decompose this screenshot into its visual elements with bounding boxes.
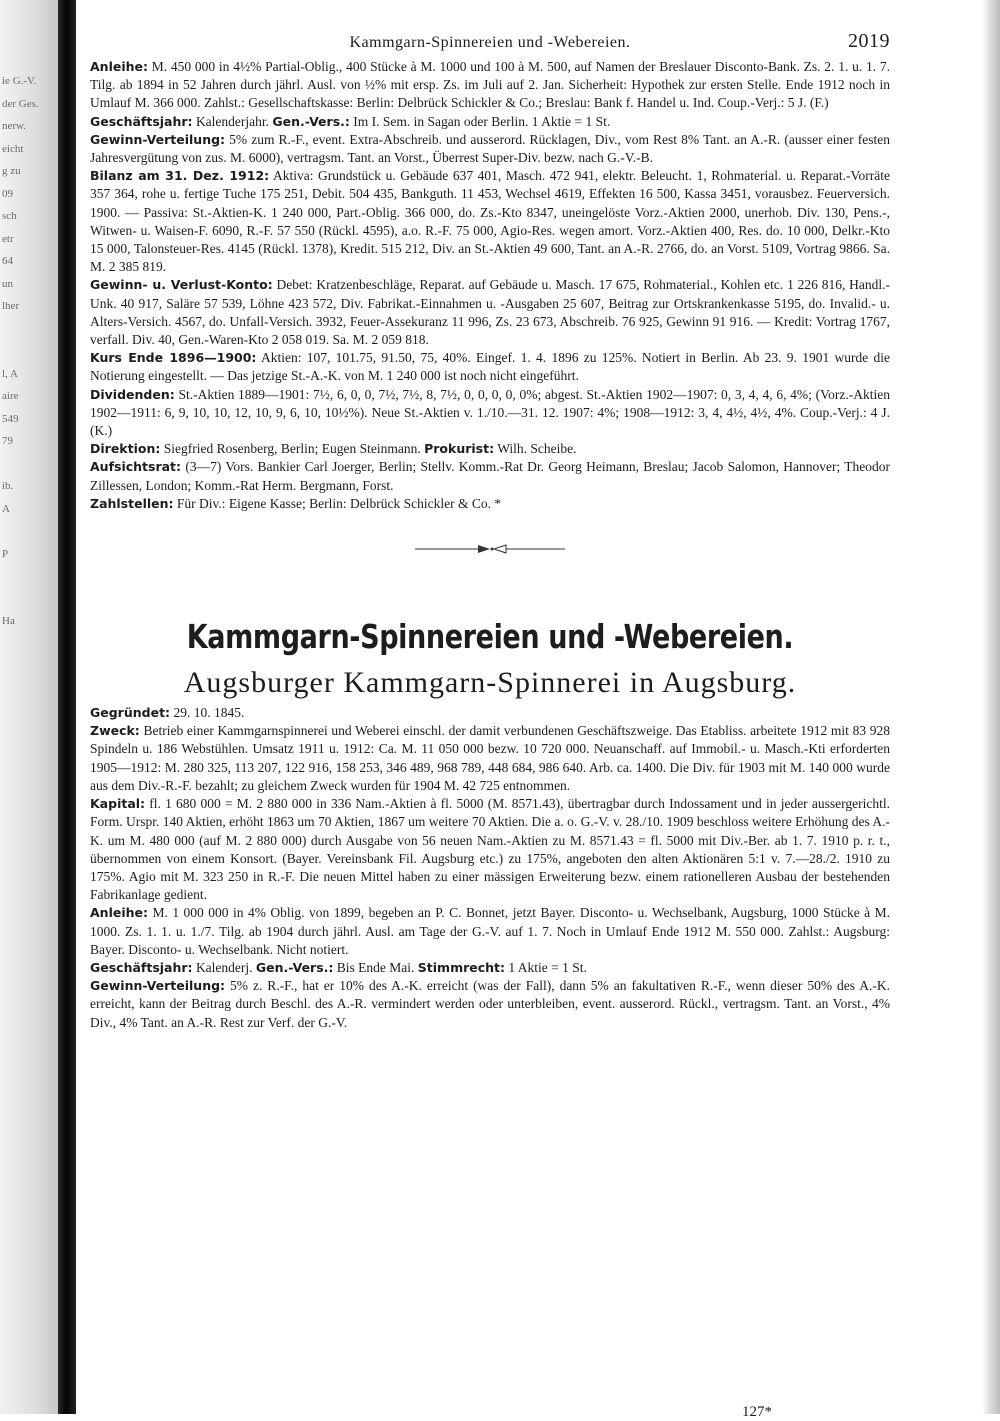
entry-text: Wilh. Scheibe. bbox=[494, 441, 577, 457]
section-title: Kammgarn-Spinnereien und -Webereien. bbox=[186, 617, 794, 657]
entry-paragraph bbox=[90, 704, 890, 722]
previous-page-fragment: un bbox=[2, 277, 13, 290]
previous-page-fragment: 09 bbox=[2, 187, 13, 200]
running-header bbox=[90, 28, 890, 58]
entry-heading: Zahlstellen: bbox=[90, 495, 174, 511]
entry-text: fl. 1 680 000 = M. 2 880 000 in 336 Nam.-Aktien à fl. 5000 (M. 8571.43), übertragbar durch Indossament und in jeder aussergerichtl. Form. Urspr. 140 Aktien, erhöht 1863 um 70 Aktien, 1867 um weitere 70 Aktien. Die a. o. G.-V. v. 28./10. 1909 beschloss weitere Erhöhung des A.-K. um M. 480 000 (auf M. 2 880 000) durch Ausgabe von 56 neuen Nam.-Aktien zu M. 8571.43 = fl. 5000 mit Div.-Ber. ab 1. 7. 1910 p. r. t., übernommen von einem Konsort. (Bayer. Vereinsbank Fil. Augsburg etc.) zu 175%, angeboten den alten Aktionären 5:1 v. 7.—28./2. 1910 zu 175%. Agio mit M. 323 250 in R.-F. Die neuen Mittel haben zu einer mässigen Erweiterung bezw. einem rationelleren Ausbau der bestehenden Fabrikanlage gedient. bbox=[90, 796, 890, 903]
previous-page-fragments bbox=[0, 70, 58, 770]
entry-text: 29. 10. 1845. bbox=[170, 705, 245, 721]
previous-page-fragment: der Ges. bbox=[2, 97, 39, 110]
previous-page-fragment bbox=[0, 453, 58, 476]
entry-heading: Gewinn-Verteilung: bbox=[90, 978, 226, 994]
previous-page-fragment bbox=[0, 588, 58, 611]
entry-heading: Geschäftsjahr: bbox=[90, 113, 193, 129]
previous-company-entry bbox=[90, 58, 890, 513]
entry-heading: Kurs Ende 1896—1900: bbox=[90, 350, 257, 366]
entry-heading: Direktion: bbox=[90, 441, 161, 457]
previous-page-fragment bbox=[0, 565, 58, 588]
previous-page-fragment: 549 bbox=[2, 412, 19, 425]
previous-page-fragment: sch bbox=[2, 210, 17, 222]
entry-paragraph bbox=[90, 977, 890, 1032]
divider-ornament bbox=[410, 539, 570, 559]
entry-paragraph bbox=[90, 959, 890, 977]
running-header-title: Kammgarn-Spinnereien und -Webereien. bbox=[349, 34, 631, 51]
book-spine bbox=[58, 0, 76, 1414]
entry-heading: Gegründet: bbox=[90, 705, 171, 721]
entry-text: Kalenderj. bbox=[192, 959, 256, 975]
entry-paragraph bbox=[90, 349, 890, 385]
entry-heading: Prokurist: bbox=[424, 441, 495, 457]
entry-heading: Stimmrecht: bbox=[417, 959, 506, 975]
entry-heading: Gen.-Vers.: bbox=[272, 113, 350, 129]
page-edge bbox=[982, 0, 1000, 1414]
page-number: 2019 bbox=[848, 30, 890, 52]
company-entry bbox=[90, 704, 890, 1032]
entry-heading: Gewinn-Verteilung: bbox=[90, 131, 226, 147]
entry-text: 1 Aktie = 1 St. bbox=[505, 959, 587, 975]
previous-page-fragment: Ha bbox=[2, 615, 15, 627]
previous-page-fragment: l, A bbox=[2, 367, 18, 380]
entry-heading: Gen.-Vers.: bbox=[255, 959, 334, 975]
previous-page-fragment bbox=[0, 318, 58, 341]
signature-mark: 127* bbox=[742, 1404, 772, 1420]
previous-page-fragment: A bbox=[2, 502, 10, 515]
previous-page-fragment: etr bbox=[2, 232, 14, 245]
previous-page-fragment: g zu bbox=[2, 165, 21, 177]
entry-heading: Zweck: bbox=[90, 723, 140, 739]
entry-text: Im I. Sem. in Sagan oder Berlin. 1 Aktie = 1 St. bbox=[349, 113, 611, 129]
document-page bbox=[90, 28, 890, 1420]
entry-paragraph bbox=[90, 386, 890, 441]
entry-heading: Dividenden: bbox=[90, 386, 175, 402]
entry-paragraph bbox=[90, 276, 890, 349]
entry-paragraph bbox=[90, 795, 890, 904]
entry-text: M. 1 000 000 in 4% Oblig. von 1899, begeben an P. C. Bonnet, jetzt Bayer. Disconto- u. Wechselbank, Augsburg, 1000 Stücke à M. 1000. Zs. 1. 1. u. 1./7. Tilg. ab 1904 durch jährl. Ausl. am Tage der G.-V. auf 1. 7. Noch in Umlauf Ende 1912 M. 550 000. Zahlst.: Augsburg: Bayer. Disconto- u. Wechselbank. Nicht notiert. bbox=[90, 905, 890, 957]
entry-text: 5% zum R.-F., event. Extra-Abschreib. und ausserord. Rücklagen, Div., vom Rest 8% Tant. an A.-R. (ausser einer festen Jahresvergütung von zus. M. 6000), vertragsm. Tant. an Vorst., Überrest Super-Div. bezw. nach G.-V.-B. bbox=[90, 131, 890, 166]
previous-page-fragment: ib. bbox=[2, 480, 14, 492]
entry-text: Aktiva: Grundstück u. Gebäude 637 401, Masch. 472 941, elektr. Beleucht. 1, Rohmaterial. u. Reparat.-Vorräte 357 364, rohe u. fertige Tuche 175 251, Debit. 504 435, Bankguth. 11 453, Wechsel 4619, Effekten 16 500, Kassa 3451, vorausbez. Feuerversich. 1900. — Passiva: St.-Aktien-K. 1 240 000, Part.-Oblig. 366 000, do. Zs.-Kto 8347, uneingelöste Vorz.-Aktien 2000, unerhob. Div. 130, Pens.-, Witwen- u. Waisen-F. 6090, R.-F. 57 550 (Rückl. 4595), a.o. R.-F. 75 000, Agio-Res. wegen amort. Vorz.-Aktien 400, Res. do. 10 000, Delkr.-Kto 15 000, Talonsteuer-Res. 4145 (Rückl. 1378), Kredit. 515 212, Div. an St.-Aktien 49 600, Tant. an A.-R. 2766, do. an Vorst. 5109, Vortrag 9866. Sa. M. 2 385 819. bbox=[90, 168, 890, 275]
entry-text: Für Div.: Eigene Kasse; Berlin: Delbrück Schickler & Co. * bbox=[173, 495, 502, 511]
entry-paragraph bbox=[90, 495, 890, 513]
entry-paragraph bbox=[90, 904, 890, 959]
previous-page-fragment: aire bbox=[2, 390, 19, 402]
entry-text: Siegfried Rosenberg, Berlin; Eugen Steinmann. bbox=[160, 441, 425, 457]
entry-text: Aktien: 107, 101.75, 91.50, 75, 40%. Eingef. 1. 4. 1896 zu 125%. Notiert in Berlin. Ab 23. 9. 1901 wurde die Notierung eingestellt. — Das jetzige St.-A.-K. von M. 1 240 000 ist noch nicht eingeführt. bbox=[90, 350, 890, 384]
entry-heading: Gewinn- u. Verlust-Konto: bbox=[90, 277, 273, 293]
entry-heading: Aufsichtsrat: bbox=[90, 459, 182, 475]
entry-paragraph bbox=[90, 458, 890, 494]
previous-page-fragment bbox=[0, 340, 58, 363]
entry-heading: Kapital: bbox=[90, 796, 146, 812]
company-title: Augsburger Kammgarn-Spinnerei in Augsburg. bbox=[183, 666, 797, 700]
entry-text: Betrieb einer Kammgarnspinnerei und Weberei einschl. der damit verbundenen Geschäftszweige. Das Etabliss. arbeitete 1912 mit 83 928 Spindeln u. 186 Webstühlen. Umsatz 1911 u. 1912: Ca. M. 11 050 000 bezw. 10 720 000. Neuanschaff. auf Immobil.- u. Masch.-Kti erforderten 1905—1912: M. 280 325, 113 207, 122 916, 158 253, 346 489, 968 789, 448 684, 986 640. Arb. ca. 1400. Die Div. für 1903 mit M. 140 000 wurde aus dem Div.-R.-F. bezahlt; zu gleichem Zweck wurden für 1904 M. 42 725 entnommen. bbox=[90, 723, 890, 793]
previous-page-fragment: ie G.-V. bbox=[2, 75, 37, 87]
book-gutter bbox=[0, 0, 58, 1414]
entry-paragraph bbox=[90, 167, 890, 276]
previous-page-fragment: lher bbox=[2, 300, 20, 312]
entry-paragraph bbox=[90, 440, 890, 458]
entry-text: M. 450 000 in 4½% Partial-Oblig., 400 Stücke à M. 1000 und 100 à M. 500, auf Namen der Breslauer Disconto-Bank. Zs. 2. 1. u. 1. 7. Tilg. ab 1894 in 52 Jahren durch jährl. Ausl. von ½% mit ersp. Zs. im Juli auf 2. Jan. Sicherheit: Hypothek zur ersten Stelle. Ende 1912 noch in Umlauf M. 366 000. Zahlst.: Gesellschaftskasse: Berlin: Delbrück Schickler & Co.; Breslau: Bank f. Handel u. Ind. Coup.-Verj.: 5 J. (F.) bbox=[90, 59, 890, 111]
entry-paragraph bbox=[90, 113, 890, 131]
entry-text: (3—7) Vors. Bankier Carl Joerger, Berlin; Stellv. Komm.-Rat Dr. Georg Heimann, Breslau; Jacob Salomon, Hannover; Theodor Zillessen, London; Komm.-Rat Herm. Bergmann, Forst. bbox=[90, 459, 890, 493]
previous-page-fragment: eicht bbox=[2, 142, 24, 155]
previous-page-fragment: P bbox=[2, 547, 9, 560]
entry-text: St.-Aktien 1889—1901: 7½, 6, 0, 0, 7½, 7½, 8, 7½, 0, 0, 0, 0, 0%; abgest. St.-Aktien 1902—1907: 0, 3, 4, 4, 6, 4%; (Vorz.-Aktien 1902—1911: 6, 9, 10, 10, 12, 10, 9, 6, 10, 10½%). Neue St.-Aktien v. 1./10.—31. 12. 1907: 4%; 1908—1912: 3, 4, 4½, 4½, 4%. Coup.-Verj.: 4 J. (K.) bbox=[90, 386, 890, 439]
entry-heading: Bilanz am 31. Dez. 1912: bbox=[90, 168, 270, 184]
entry-text: Debet: Kratzenbeschläge, Reparat. auf Gebäude u. Masch. 17 675, Rohmaterial., Kohlen etc. 1 226 816, Handl.-Unk. 40 917, Saläre 57 539, Löhne 423 572, Div. Fabrikat.-Einnahmen u. -Ausgaben 25 607, Beitrag zur Ortskrankenkasse 5195, do. Invalid.- u. Alters-Versich. 4567, do. Unfall-Versich. 3932, Feuer-Assekuranz 11 996, Zs. 23 673, Abschreib. 76 925, Gewinn 91 916. — Kredit: Vortrag 1767, verfall. Div. 40, Gen.-Waren-Kto 2 058 019. Sa. M. 2 059 818. bbox=[90, 277, 890, 348]
entry-paragraph bbox=[90, 131, 890, 167]
entry-heading: Geschäftsjahr: bbox=[90, 959, 193, 975]
entry-heading: Anleihe: bbox=[90, 59, 148, 74]
previous-page-fragment: nerw. bbox=[2, 120, 27, 132]
previous-page-fragment: 79 bbox=[2, 435, 13, 447]
entry-heading: Anleihe: bbox=[90, 905, 148, 921]
entry-paragraph bbox=[90, 58, 890, 113]
entry-text: Bis Ende Mai. bbox=[333, 959, 418, 975]
previous-page-fragment bbox=[0, 520, 58, 543]
entry-paragraph bbox=[90, 722, 890, 795]
entry-text: 5% z. R.-F., hat er 10% des A.-K. erreicht (was der Fall), dann 5% an fakultativen R.-F., wenn dieser 50% des A.-K. erreicht, kann der Beitrag durch Beschl. des A.-R. vermindert werden oder unterbleiben, event. ausserord. Rückl., vertragsm. Tant. an Vorst., 4% Div., 4% Tant. an A.-R. Rest zur Verf. der G.-V. bbox=[90, 978, 890, 1030]
entry-text: Kalenderjahr. bbox=[192, 113, 273, 129]
previous-page-fragment: 64 bbox=[2, 255, 13, 267]
